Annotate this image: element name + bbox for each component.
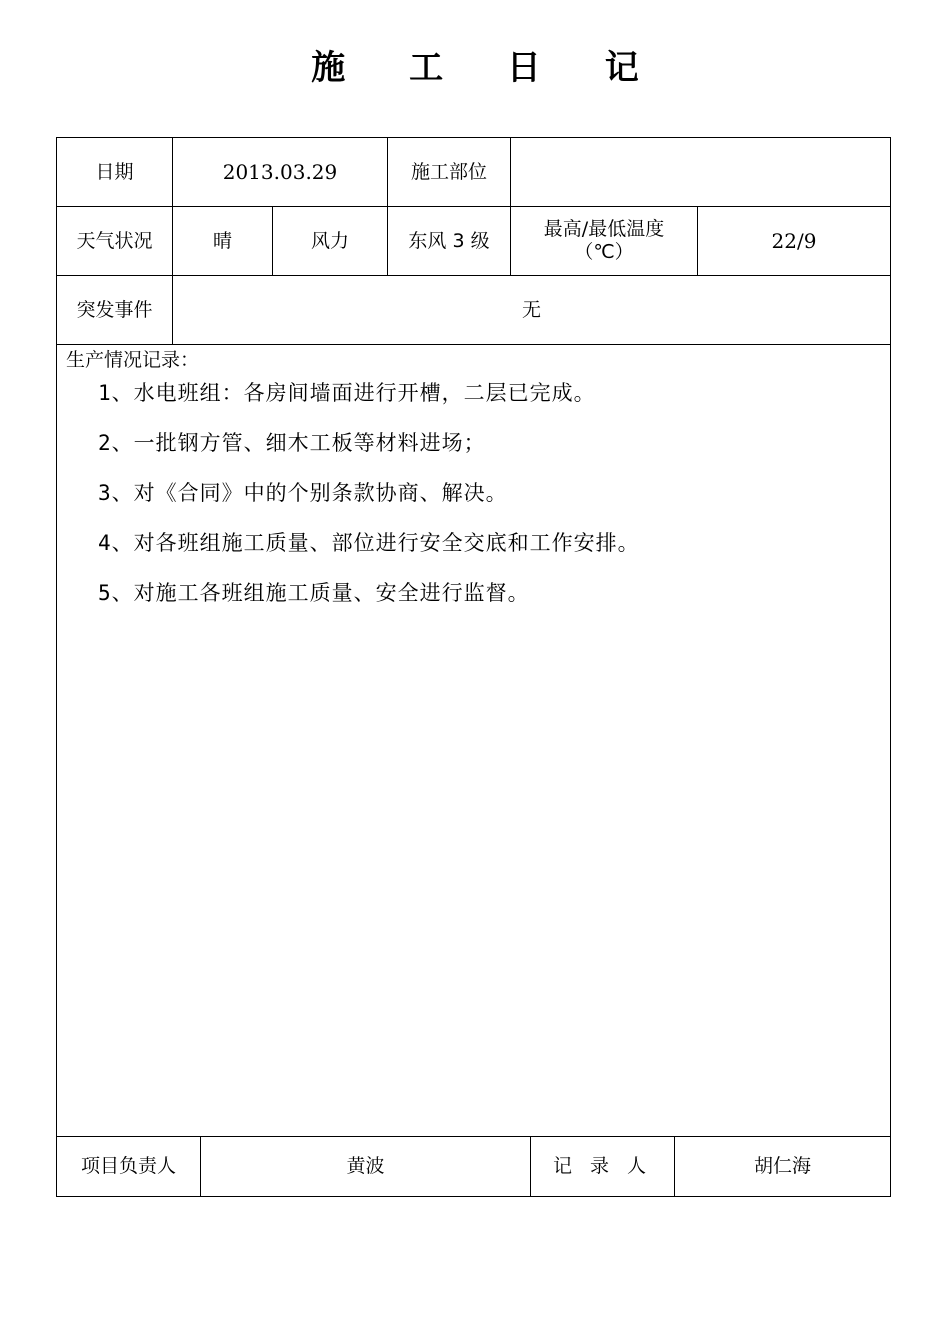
list-item: 1、水电班组：各房间墙面进行开槽，二层已完成。	[98, 381, 596, 405]
record-list	[98, 378, 640, 628]
weather-label: 天气状况	[76, 229, 153, 252]
record-label: 生产情况记录：	[66, 349, 200, 371]
location-value	[511, 138, 890, 206]
wind-value: 东风 3 级	[408, 229, 490, 252]
temperature-value: 22/9	[771, 229, 817, 253]
incident-value: 无	[521, 298, 541, 321]
recorder-value: 胡仁海	[753, 1155, 811, 1178]
manager-label: 项目负责人	[80, 1155, 176, 1178]
temperature-label-line1: 最高/最低温度	[543, 218, 665, 241]
temperature-label-line2: （℃）	[574, 241, 634, 263]
list-item: 5、对施工各班组施工质量、安全进行监督。	[98, 581, 530, 605]
location-label: 施工部位	[410, 160, 487, 183]
recorder-label: 记 录 人	[552, 1155, 653, 1178]
list-item: 3、对《合同》中的个别条款协商、解决。	[98, 481, 508, 505]
list-item: 2、一批钢方管、细木工板等材料进场；	[98, 431, 486, 455]
weather-value: 晴	[212, 229, 232, 252]
list-item: 4、对各班组施工质量、部位进行安全交底和工作安排。	[98, 531, 640, 555]
page-title: 施 工 日 记	[311, 48, 665, 88]
manager-value: 黄波	[346, 1155, 385, 1178]
date-value: 2013.03.29	[222, 160, 338, 184]
date-label: 日期	[95, 160, 134, 183]
temperature-label	[511, 207, 697, 275]
incident-label: 突发事件	[76, 298, 153, 321]
wind-label: 风力	[310, 229, 349, 252]
